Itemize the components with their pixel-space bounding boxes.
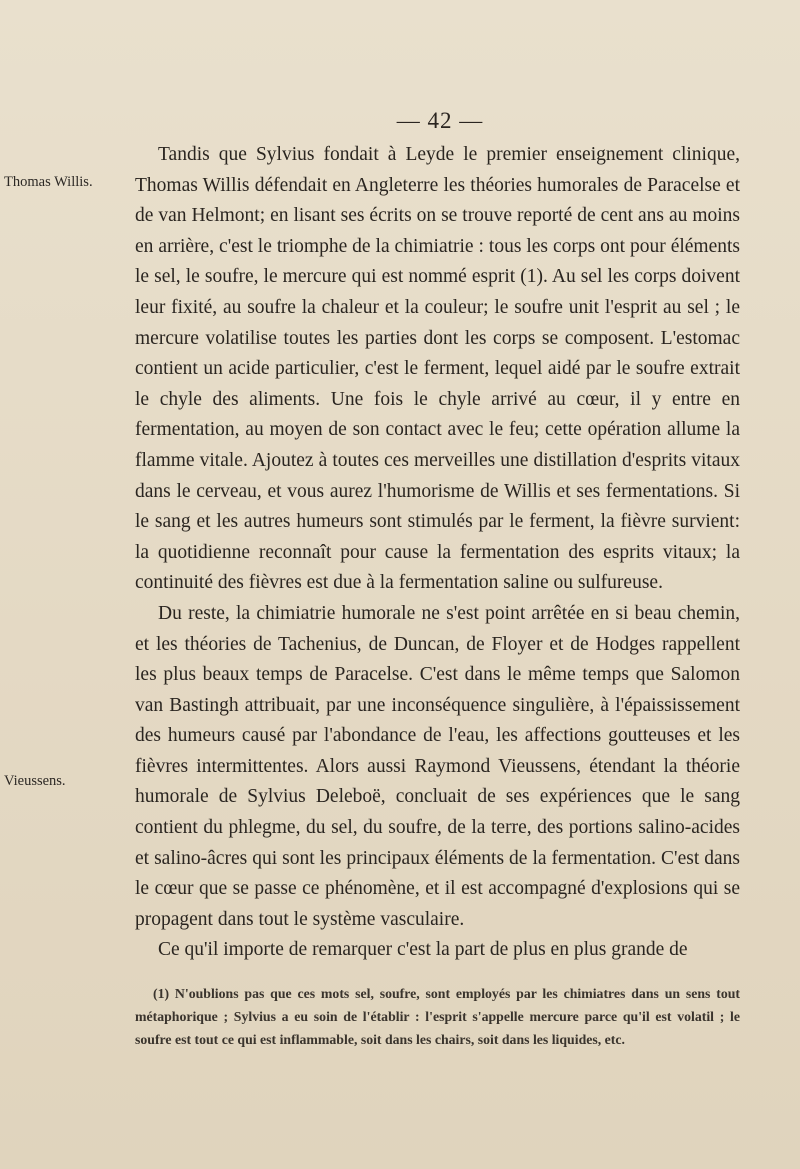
footnote-text: (1) N'oublions pas que ces mots sel, soufre, sont employés par les chimiatres dans un sens tout métaphorique ; Sylvius a eu soin de l'établir : l'esprit s'appelle mercure parce qu'il est volatil ; le soufre est tout ce qui est inflammable, soit dans les chairs, soit dans les liquides, etc. xyxy=(135,986,740,1047)
margin-note-vieussens: Vieussens. xyxy=(4,773,66,789)
body-text xyxy=(135,140,740,966)
page-number: — 42 — xyxy=(396,108,484,133)
footnote xyxy=(135,982,740,1051)
paragraph: Du reste, la chimiatrie humorale ne s'est point arrêtée en si beau chemin, et les théories de Tachenius, de Duncan, de Floyer et de Hodges rappellent les plus beaux temps de Paracelse. C'est dans le même temps que Salomon van Bastingh attribuait, par une inconséquence singulière, à l'épaississement des humeurs causé par l'abondance de l'eau, les affections goutteuses et les fièvres intermittentes. Alors aussi Raymond Vieussens, étendant la théorie humorale de Sylvius Deleboë, concluait de ses expériences que le sang contient du phlegme, du sel, du soufre, de la terre, des portions salino-acides et salino-âcres qui sont les principaux éléments de la fermentation. C'est dans le cœur que se passe ce phénomène, et il est accompagné d'explosions qui se propagent dans tout le système vasculaire. xyxy=(135,602,740,930)
paragraph: Ce qu'il importe de remarquer c'est la part de plus en plus grande de xyxy=(158,939,688,961)
paragraph: Tandis que Sylvius fondait à Leyde le premier enseignement clinique, Thomas Willis défendait en Angleterre les théories humorales de Paracelse et de van Helmont; en lisant ses écrits on se trouve reporté de cent ans au moins en arrière, c'est le triomphe de la chimiatrie : tous les corps ont pour éléments le sel, le soufre, le mercure qui est nommé esprit (1). Au sel les corps doivent leur fixité, au soufre la chaleur et la couleur; le soufre unit l'esprit au sel ; le mercure volatilise toutes les parties dont les corps se composent. L'estomac contient un acide particulier, c'est le ferment, lequel aidé par le soufre extrait le chyle des aliments. Une fois le chyle arrivé au cœur, il y entre en fermentation, au moyen de son contact avec le feu; cette opération allume la flamme vitale. Ajoutez à toutes ces merveilles une distillation d'esprits vitaux dans le cerveau, et vous aurez l'humorisme de Willis et ses fermentations. Si le sang et les autres humeurs sont stimulés par le ferment, la fièvre survient: la quotidienne reconnaît pour cause la fermentation des esprits vitaux; la continuité des fièvres est due à la fermentation saline ou sulfureuse. xyxy=(135,144,740,594)
margin-note-thomas-willis: Thomas Willis. xyxy=(4,174,93,190)
